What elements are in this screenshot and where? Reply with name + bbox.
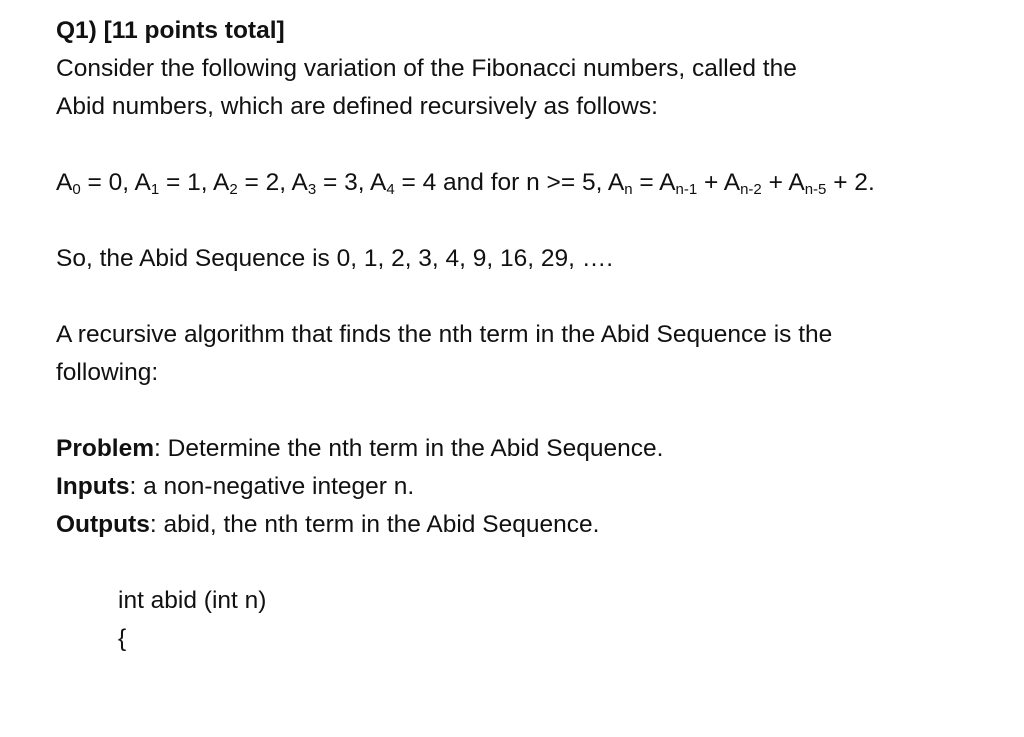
base-term-a3: $A_3 = 3$, [291, 169, 370, 198]
base-term-a2: $A_2 = 2$, [213, 169, 292, 198]
inputs-text: : a non-negative integer n. [129, 473, 415, 500]
base-term-a1: $A_1 = 1$, [134, 169, 213, 198]
sequence-line: So, the Abid Sequence is 0, 1, 2, 3, 4, 9, 16, 29, …. [56, 245, 614, 272]
outputs-text: : abid, the nth term in the Abid Sequence. [149, 511, 600, 538]
function-signature: int abid (int n) [118, 587, 267, 614]
question-document [56, 12, 1006, 658]
problem-spec [56, 430, 1006, 468]
question-title: Q1) [11 points total] [56, 17, 285, 44]
intro-line-2: Abid numbers, which are defined recursively as follows: [56, 93, 658, 120]
problem-label: Problem [56, 435, 155, 462]
problem-text: : Determine the nth term in the Abid Sequence. [154, 435, 664, 462]
recurrence-term-n5: $A_{n-5} + 2$. [788, 169, 875, 198]
outputs-spec [56, 506, 1006, 544]
base-term-a0: $A_0 = 0$, [56, 169, 135, 198]
inputs-spec [56, 468, 1006, 506]
recurrence-term-n2: $A_{n-2}$ + [723, 169, 789, 198]
base-term-a4: $A_4 = 4$ and for n >= 5, [370, 169, 608, 198]
algorithm-intro-line-2: following: [56, 359, 159, 386]
algorithm-intro-line-1: A recursive algorithm that finds the nth term in the Abid Sequence is the [56, 321, 833, 348]
intro-line-1: Consider the following variation of the Fibonacci numbers, called the [56, 55, 797, 82]
inputs-label: Inputs [56, 473, 130, 500]
function-open-brace: { [118, 625, 127, 652]
recurrence-lhs: $A_n$ = [607, 169, 660, 198]
recurrence-definition [56, 164, 1006, 202]
outputs-label: Outputs [56, 511, 150, 538]
recurrence-term-n1: $A_{n-1}$ + [659, 169, 724, 198]
